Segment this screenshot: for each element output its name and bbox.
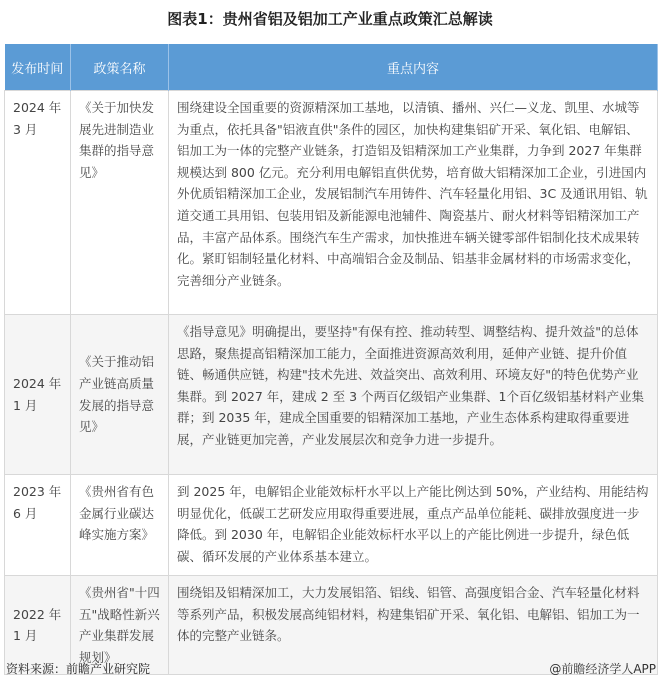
table-row (5, 91, 658, 315)
cell-policy-name: 《贵州省有色金属行业碳达峰实施方案》 (71, 475, 169, 576)
table-header-row (5, 44, 658, 91)
cell-content: 围绕建设全国重要的资源精深加工基地，以清镇、播州、兴仁—义龙、凯里、水城等为重点，依托具备"铝液直供"条件的园区，加快构建集铝矿开采、氧化铝、电解铝、铝加工为一体的完整产业链条，打造铝及铝精深加工产业集群，力争到 2027 年集群规模达到 800 亿元。充分利用电解铝直供优势，培育做大铝精深加工企业，引进国内外优质铝精深加工企业，发展铝制汽车用铸件、汽车轻量化用铝、3C 及通讯用铝、轨道交通工具用铝、包装用铝及新能源电池辅件、陶瓷基片、耐火材料等铝精深加工产品，丰富产品体系。围绕汽车生产需求，加快推进车辆关键零部件铝制化技术成果转化。紧盯铝制轻量化材料、中高端铝合金及制品、铝基非金属材料的市场需求变化，完善细分产业链条。 (169, 91, 658, 315)
credit-note: @前瞻经济学人APP (549, 662, 656, 676)
figure-title: 图表1：贵州省铝及铝加工产业重点政策汇总解读 (167, 10, 493, 28)
cell-policy-name: 《关于推动铝产业链高质量发展的指导意见》 (71, 315, 169, 475)
header-date: 发布时间 (5, 44, 71, 91)
source-note: 资料来源：前瞻产业研究院 (6, 662, 151, 676)
table-row (5, 475, 658, 576)
policy-table (4, 44, 658, 675)
header-content: 重点内容 (169, 44, 658, 91)
cell-content: 到 2025 年，电解铝企业能效标杆水平以上产能比例达到 50%，产业结构、用能结构明显优化，低碳工艺研发应用取得重要进展，重点产品单位能耗、碳排放强度进一步降低。到 2030 年，电解铝企业能效标杆水平以上的产能比例进一步提升，绿色低碳、循环发展的产业体系基本建立。 (169, 475, 658, 576)
cell-content: 《指导意见》明确提出，要坚持"有保有控、推动转型、调整结构、提升效益"的总体思路，聚焦提高铝精深加工能力，全面推进资源高效利用，延伸产业链、提升价值链、畅通供应链，构建"技术先进、效益突出、高效利用、环境友好"的特色优势产业集群。到 2027 年，建成 2 至 3 个两百亿级铝产业集群、1个百亿级铝基材料产业集群；到 2035 年，建成全国重要的铝精深加工基地，产业生态体系构建取得重要进展，产业链更加完善，产业发展层次和竞争力进一步提升。 (169, 315, 658, 475)
cell-date: 2022 年 1 月 (5, 576, 71, 675)
cell-date: 2023 年 6 月 (5, 475, 71, 576)
table-row (5, 315, 658, 475)
cell-date: 2024 年 3 月 (5, 91, 71, 315)
cell-policy-name: 《关于加快发展先进制造业集群的指导意见》 (71, 91, 169, 315)
cell-policy-name: 《贵州省"十四五"战略性新兴产业集群发展规划》 (71, 576, 169, 675)
cell-content: 围绕铝及铝精深加工，大力发展铝箔、铝线、铝管、高强度铝合金、汽车轻量化材料等系列产品，积极发展高纯铝材料，构建集铝矿开采、氧化铝、电解铝、铝加工为一体的完整产业链条。 (169, 576, 658, 675)
cell-date: 2024 年 1 月 (5, 315, 71, 475)
header-policy-name: 政策名称 (71, 44, 169, 91)
